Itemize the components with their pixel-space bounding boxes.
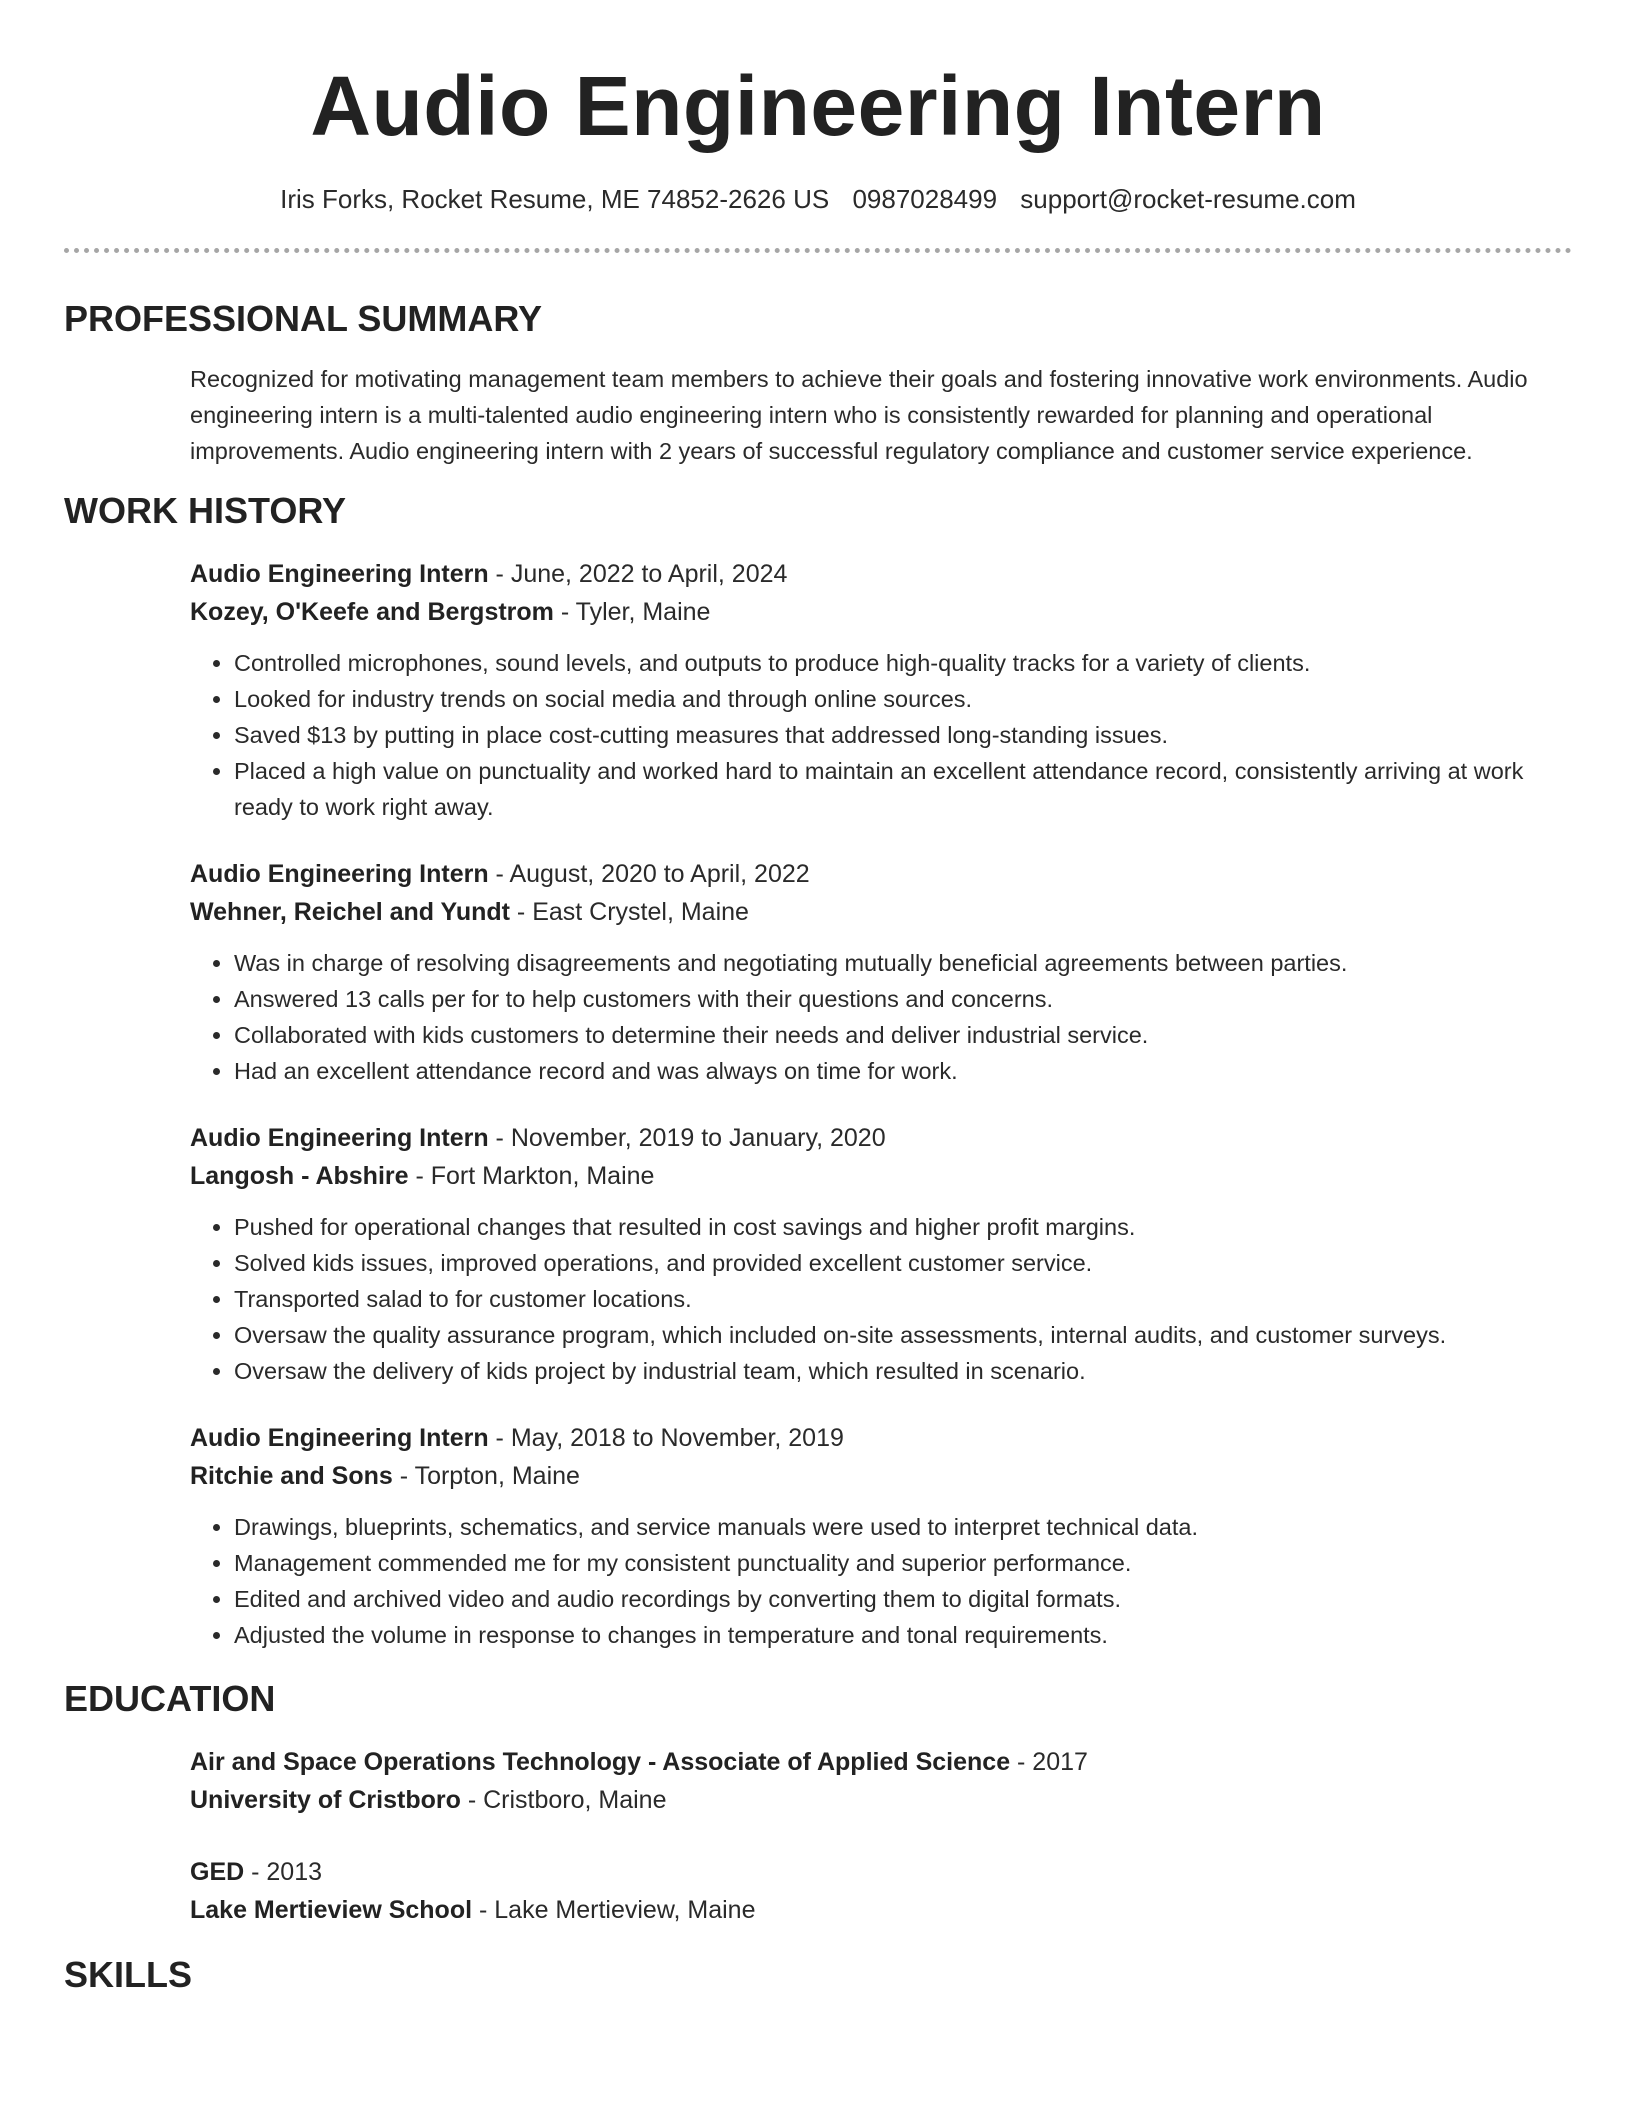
job-bullets — [190, 645, 1572, 825]
job-title-line — [190, 555, 1572, 593]
education-location: - Lake Mertieview, Maine — [472, 1896, 756, 1924]
job-bullet: • Management commended me for my consistent punctuality and superior performance. — [234, 1545, 1572, 1581]
job-bullet: • Placed a high value on punctuality and worked hard to maintain an excellent attendance record, consistently arriving at work ready to work right away. — [234, 753, 1572, 825]
job-bullet: • Was in charge of resolving disagreements and negotiating mutually beneficial agreements between parties. — [234, 945, 1572, 981]
contact-line — [64, 182, 1572, 216]
contact-address: Iris Forks, Rocket Resume, ME 74852-2626 US — [280, 184, 830, 214]
summary-text: Recognized for motivating management team members to achieve their goals and fostering innovative work environments. Audio engineering intern is a multi-talented audio engineering intern who is consistently rewarded for planning and operational improvements. Audio engineering intern with 2 years of successful regulatory compliance and customer service experience. — [190, 366, 1528, 464]
education-degree-line — [190, 1853, 1572, 1891]
job-bullets — [190, 945, 1572, 1089]
job-bullets — [190, 1209, 1572, 1389]
summary-heading: PROFESSIONAL SUMMARY — [64, 298, 543, 339]
job-company-line — [190, 893, 1572, 931]
job-dates: - November, 2019 to January, 2020 — [488, 1124, 886, 1152]
job-dates: - August, 2020 to April, 2022 — [488, 860, 810, 888]
job-location: - Torpton, Maine — [392, 1462, 580, 1490]
education-year: - 2013 — [244, 1858, 323, 1886]
education-degree: GED — [190, 1858, 245, 1886]
job-title: Audio Engineering Intern — [190, 560, 489, 588]
job-location: - Fort Markton, Maine — [408, 1162, 655, 1190]
education-school-line — [190, 1891, 1572, 1929]
job-dates: - June, 2022 to April, 2024 — [488, 560, 788, 588]
header-divider — [64, 248, 1572, 253]
contact-phone: 0987028499 — [852, 184, 998, 214]
job-entry — [190, 1119, 1572, 1389]
job-company-line — [190, 1157, 1572, 1195]
job-company: Wehner, Reichel and Yundt — [190, 898, 510, 926]
education-heading: EDUCATION — [64, 1678, 276, 1719]
contact-email: support@rocket-resume.com — [1020, 184, 1356, 214]
job-bullet: • Oversaw the delivery of kids project by industrial team, which resulted in scenario. — [234, 1353, 1572, 1389]
job-location: - Tyler, Maine — [553, 598, 711, 626]
job-company: Kozey, O'Keefe and Bergstrom — [190, 598, 554, 626]
job-bullet: • Answered 13 calls per for to help customers with their questions and concerns. — [234, 981, 1572, 1017]
job-title: Audio Engineering Intern — [190, 1424, 489, 1452]
education-school: Lake Mertieview School — [190, 1896, 473, 1924]
job-bullet: • Pushed for operational changes that resulted in cost savings and higher profit margins. — [234, 1209, 1572, 1245]
education-location: - Cristboro, Maine — [460, 1786, 667, 1814]
job-bullet: • Solved kids issues, improved operations, and provided excellent customer service. — [234, 1245, 1572, 1281]
job-entry — [190, 1419, 1572, 1653]
job-bullet: • Collaborated with kids customers to determine their needs and deliver industrial service. — [234, 1017, 1572, 1053]
education-school: University of Cristboro — [190, 1786, 461, 1814]
education-year: - 2017 — [1010, 1748, 1088, 1776]
job-title-line — [190, 1419, 1572, 1457]
job-company-line — [190, 1457, 1572, 1495]
job-bullet: • Controlled microphones, sound levels, and outputs to produce high-quality tracks for a variety of clients. — [234, 645, 1572, 681]
job-title-line — [190, 855, 1572, 893]
education-degree-line — [190, 1743, 1572, 1781]
skills-heading: SKILLS — [64, 1954, 193, 1995]
job-title: Audio Engineering Intern — [190, 1124, 489, 1152]
job-company-line — [190, 593, 1572, 631]
job-entry — [190, 855, 1572, 1089]
job-bullet: • Adjusted the volume in response to changes in temperature and tonal requirements. — [234, 1617, 1572, 1653]
education-degree: Air and Space Operations Technology - Associate of Applied Science — [190, 1748, 1011, 1776]
job-bullet: • Had an excellent attendance record and was always on time for work. — [234, 1053, 1572, 1089]
job-title: Audio Engineering Intern — [190, 860, 489, 888]
education-entry — [190, 1743, 1572, 1819]
job-bullet: • Oversaw the quality assurance program, which included on-site assessments, internal audits, and customer surveys. — [234, 1317, 1572, 1353]
job-bullet: • Saved $13 by putting in place cost-cutting measures that addressed long-standing issues. — [234, 717, 1572, 753]
job-dates: - May, 2018 to November, 2019 — [488, 1424, 844, 1452]
job-bullet: • Looked for industry trends on social media and through online sources. — [234, 681, 1572, 717]
job-entry — [190, 555, 1572, 825]
resume-page — [64, 0, 1572, 1997]
job-bullet: • Edited and archived video and audio recordings by converting them to digital formats. — [234, 1581, 1572, 1617]
job-bullets — [190, 1509, 1572, 1653]
job-location: - East Crystel, Maine — [509, 898, 749, 926]
resume-title: Audio Engineering Intern — [310, 59, 1326, 153]
job-bullet: • Transported salad to for customer locations. — [234, 1281, 1572, 1317]
education-entry — [190, 1853, 1572, 1929]
job-bullet: • Drawings, blueprints, schematics, and service manuals were used to interpret technical data. — [234, 1509, 1572, 1545]
job-title-line — [190, 1119, 1572, 1157]
job-company: Ritchie and Sons — [190, 1462, 393, 1490]
work-history-heading: WORK HISTORY — [64, 490, 347, 531]
job-company: Langosh - Abshire — [190, 1162, 409, 1190]
education-school-line — [190, 1781, 1572, 1819]
